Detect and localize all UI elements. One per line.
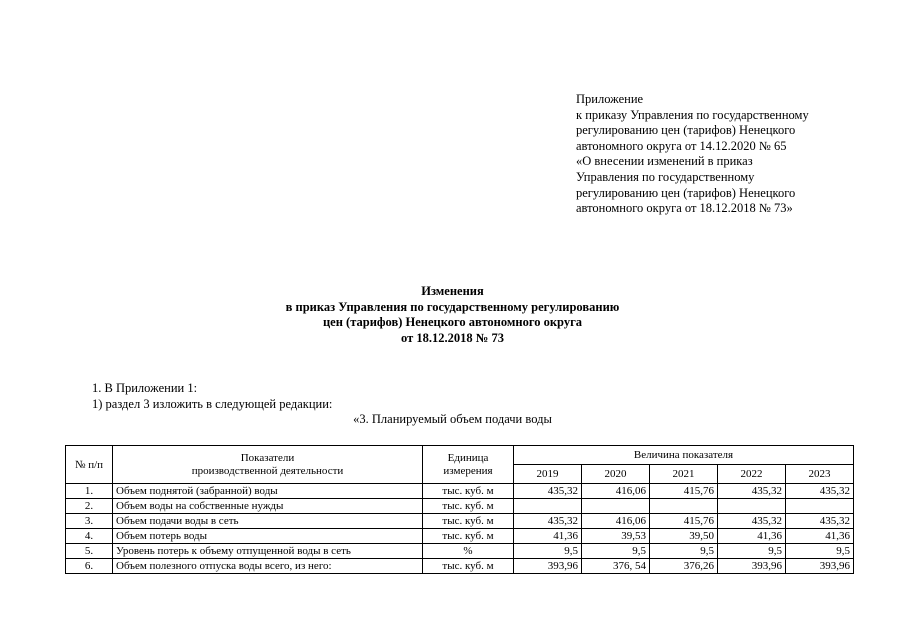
title-line: Изменения (421, 284, 484, 298)
table-row (66, 559, 854, 574)
appendix-line: автономного округа от 18.12.2018 № 73» (576, 201, 793, 216)
row-name: Объем подачи воды в сеть (113, 514, 423, 529)
appendix-line: к приказу Управления по государственному (576, 107, 809, 122)
row-value: 435,32 (786, 514, 854, 529)
row-name: Уровень потерь к объему отпущенной воды в сеть (113, 544, 423, 559)
row-num: 4. (66, 529, 113, 544)
row-name: Объем воды на собственные нужды (113, 499, 423, 514)
row-value: 41,36 (718, 529, 786, 544)
row-value: 435,32 (718, 514, 786, 529)
header-indicator-line-2: производственной деятельности (191, 464, 344, 477)
row-value: 41,36 (514, 529, 582, 544)
row-value: 435,32 (514, 484, 582, 499)
row-value: 39,53 (582, 529, 650, 544)
title-line: в приказ Управления по государственному регулированию (285, 299, 620, 314)
row-value: 416,06 (582, 484, 650, 499)
appendix-line: регулированию цен (тарифов) Ненецкого (576, 185, 796, 200)
row-value: 393,96 (786, 559, 854, 574)
row-value: 9,5 (514, 544, 582, 559)
row-name: Объем потерь воды (113, 529, 423, 544)
row-num: 1. (66, 484, 113, 499)
row-value: 376, 54 (582, 559, 650, 574)
row-unit: тыс. куб. м (423, 514, 514, 529)
row-unit: тыс. куб. м (423, 499, 514, 514)
document-title (0, 284, 905, 346)
row-value: 9,5 (718, 544, 786, 559)
row-unit: тыс. куб. м (423, 529, 514, 544)
table-header-row (66, 446, 854, 465)
appendix-line: Приложение (576, 92, 644, 106)
row-value: 393,96 (514, 559, 582, 574)
row-value: 9,5 (786, 544, 854, 559)
row-value: 416,06 (582, 514, 650, 529)
year-header: 2022 (718, 465, 786, 484)
table-row (66, 514, 854, 529)
row-value (514, 499, 582, 514)
appendix-note (576, 92, 876, 217)
title-line: цен (тарифов) Ненецкого автономного округа (322, 315, 583, 330)
header-num: № п/п (66, 446, 113, 484)
row-value: 41,36 (786, 529, 854, 544)
row-value: 435,32 (786, 484, 854, 499)
year-header: 2020 (582, 465, 650, 484)
row-value: 435,32 (514, 514, 582, 529)
row-value: 435,32 (718, 484, 786, 499)
row-value (718, 499, 786, 514)
water-supply-table (65, 445, 854, 574)
row-value: 415,76 (650, 514, 718, 529)
title-line: от 18.12.2018 № 73 (401, 330, 504, 345)
table-row (66, 544, 854, 559)
table-row (66, 529, 854, 544)
intro-line-2: 1) раздел 3 изложить в следующей редакции: (92, 396, 333, 411)
row-value: 415,76 (650, 484, 718, 499)
header-unit (423, 446, 514, 484)
header-indicator (113, 446, 423, 484)
row-name: Объем полезного отпуска воды всего, из него: (113, 559, 423, 574)
year-header: 2021 (650, 465, 718, 484)
header-unit-line-2: измерения (443, 464, 493, 477)
row-value: 9,5 (582, 544, 650, 559)
row-num: 3. (66, 514, 113, 529)
row-unit: тыс. куб. м (423, 484, 514, 499)
intro-text (92, 381, 332, 412)
appendix-line: автономного округа от 14.12.2020 № 65 (576, 138, 787, 153)
row-num: 5. (66, 544, 113, 559)
appendix-line: регулированию цен (тарифов) Ненецкого (576, 123, 796, 138)
appendix-line: Управления по государственному (576, 169, 755, 184)
intro-line-1: 1. В Приложении 1: (92, 381, 198, 395)
header-value: Величина показателя (514, 446, 854, 465)
table-row (66, 499, 854, 514)
row-num: 2. (66, 499, 113, 514)
row-unit: тыс. куб. м (423, 559, 514, 574)
header-indicator-line-1: Показатели (240, 451, 295, 464)
row-value: 376,26 (650, 559, 718, 574)
section-caption: «3. Планируемый объем подачи воды (353, 412, 552, 426)
row-value: 9,5 (650, 544, 718, 559)
row-value (582, 499, 650, 514)
row-value: 39,50 (650, 529, 718, 544)
row-num: 6. (66, 559, 113, 574)
row-value (786, 499, 854, 514)
row-value: 393,96 (718, 559, 786, 574)
row-name: Объем поднятой (забранной) воды (113, 484, 423, 499)
appendix-line: «О внесении изменений в приказ (576, 154, 753, 169)
year-header: 2019 (514, 465, 582, 484)
year-header: 2023 (786, 465, 854, 484)
row-unit: % (423, 544, 514, 559)
header-unit-line-1: Единица (447, 451, 489, 464)
row-value (650, 499, 718, 514)
table-row (66, 484, 854, 499)
